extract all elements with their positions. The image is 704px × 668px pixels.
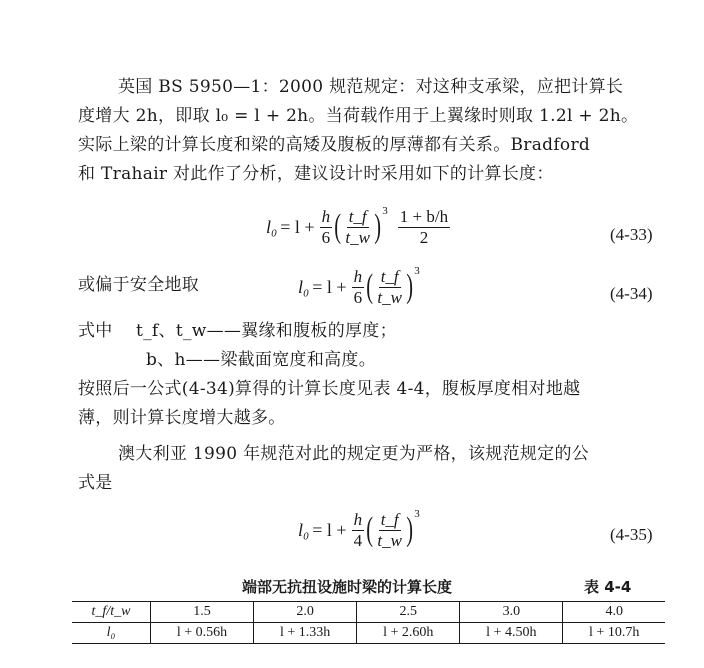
para3-line1: 澳大利亚 1990 年规范对此的规定更为严格，该规范规定的公 [118,444,590,464]
eq33-frac-h [320,207,333,248]
para1-line3: 实际上梁的计算长度和梁的高矮及腹板的厚薄都有关系。Bradford [78,135,591,155]
eq33-number: (4-33) [610,225,653,244]
equation-4-34 [298,262,420,312]
eq34-mid: = l + [312,276,347,297]
equation-4-33 [266,202,452,252]
eq34-frac1-num: h [353,266,363,286]
eq34-frac1-den: 6 [353,287,363,307]
table-cell: l + 1.33h [254,623,357,644]
eq34-frac-t [375,267,404,308]
eq35-right-paren: ) [406,511,414,548]
para3-line2: 式是 [78,473,113,493]
eq34-power: 3 [414,265,420,277]
para2-line1: 按照后一公式(4-34)算得的计算长度见表 4-4，腹板厚度相对地越 [78,379,581,399]
table-header-cell: 2.0 [254,602,357,623]
eq33-right-paren: ) [374,208,382,245]
eq35-frac1-num: h [353,509,363,529]
table-cell: l + 2.60h [357,623,460,644]
table-cell: l + 10.7h [563,623,665,644]
table-header-cell: 2.5 [357,602,460,623]
eq33-frac2-num: t_f [348,206,367,226]
eq33-frac-t [343,207,372,248]
eq34-frac2-den: t_w [377,287,402,307]
table-4-4 [72,601,665,644]
para1-line1: 英国 BS 5950—1：2000 规范规定：对这种支承梁，应把计算长 [118,77,624,97]
eq33-frac-bh [398,207,450,248]
eq34-right-paren: ) [406,268,414,305]
eq35-frac-h [352,510,365,551]
table-header-cell: 3.0 [460,602,563,623]
safe-label: 或偏于安全地取 [78,275,200,295]
table-cell: l + 4.50h [460,623,563,644]
eq34-lhs: l₀ [298,276,310,297]
eq35-mid: = l + [312,519,347,540]
eq34-frac-h [352,267,365,308]
eq33-mid: = l + [280,216,315,237]
eq34-frac2-num: t_f [380,266,399,286]
where-item-1: t_f、t_w——翼缘和腹板的厚度； [136,321,397,341]
eq34-left-paren: ( [366,268,374,305]
eq33-frac3-den: 2 [419,227,429,247]
para2-line2: 薄，则计算长度增大越多。 [78,408,286,428]
eq33-frac3-num: 1 + b/h [399,206,449,226]
eq35-left-paren: ( [366,511,374,548]
table-header-cell: 1.5 [151,602,254,623]
eq33-power: 3 [382,205,388,217]
table-header-cell: 4.0 [563,602,665,623]
eq35-frac2-num: t_f [380,509,399,529]
eq33-frac1-num: h [321,206,331,226]
eq35-number: (4-35) [610,525,653,544]
equation-4-35 [298,505,420,555]
eq35-frac-t [375,510,404,551]
table-caption: 端部无抗扭设施时梁的计算长度 [242,578,453,596]
para1-line4: 和 Trahair 对此作了分析，建议设计时采用如下的计算长度： [78,164,554,184]
eq34-number: (4-34) [610,284,653,303]
table-label: 表 4-4 [584,578,632,596]
eq35-lhs: l₀ [298,519,310,540]
table-row [72,623,665,644]
eq33-frac2-den: t_w [345,227,370,247]
eq35-power: 3 [414,508,420,520]
where-item-2: b、h——梁截面宽度和高度。 [146,350,377,370]
eq35-frac1-den: 4 [353,530,363,550]
eq33-lhs: l₀ [266,216,278,237]
eq35-frac2-den: t_w [377,530,402,550]
para1-line2: 度增大 2h，即取 l₀ = l + 2h。当荷载作用于上翼缘时则取 1.2l + 2h。 [78,106,639,126]
eq33-frac1-den: 6 [321,227,331,247]
table-cell: l₀ [106,625,116,640]
where-label: 式中 [78,321,113,341]
table-header-cell: t_f/t_w [72,602,151,623]
eq33-left-paren: ( [334,208,342,245]
table-header-row [72,602,665,623]
table-cell: l + 0.56h [151,623,254,644]
